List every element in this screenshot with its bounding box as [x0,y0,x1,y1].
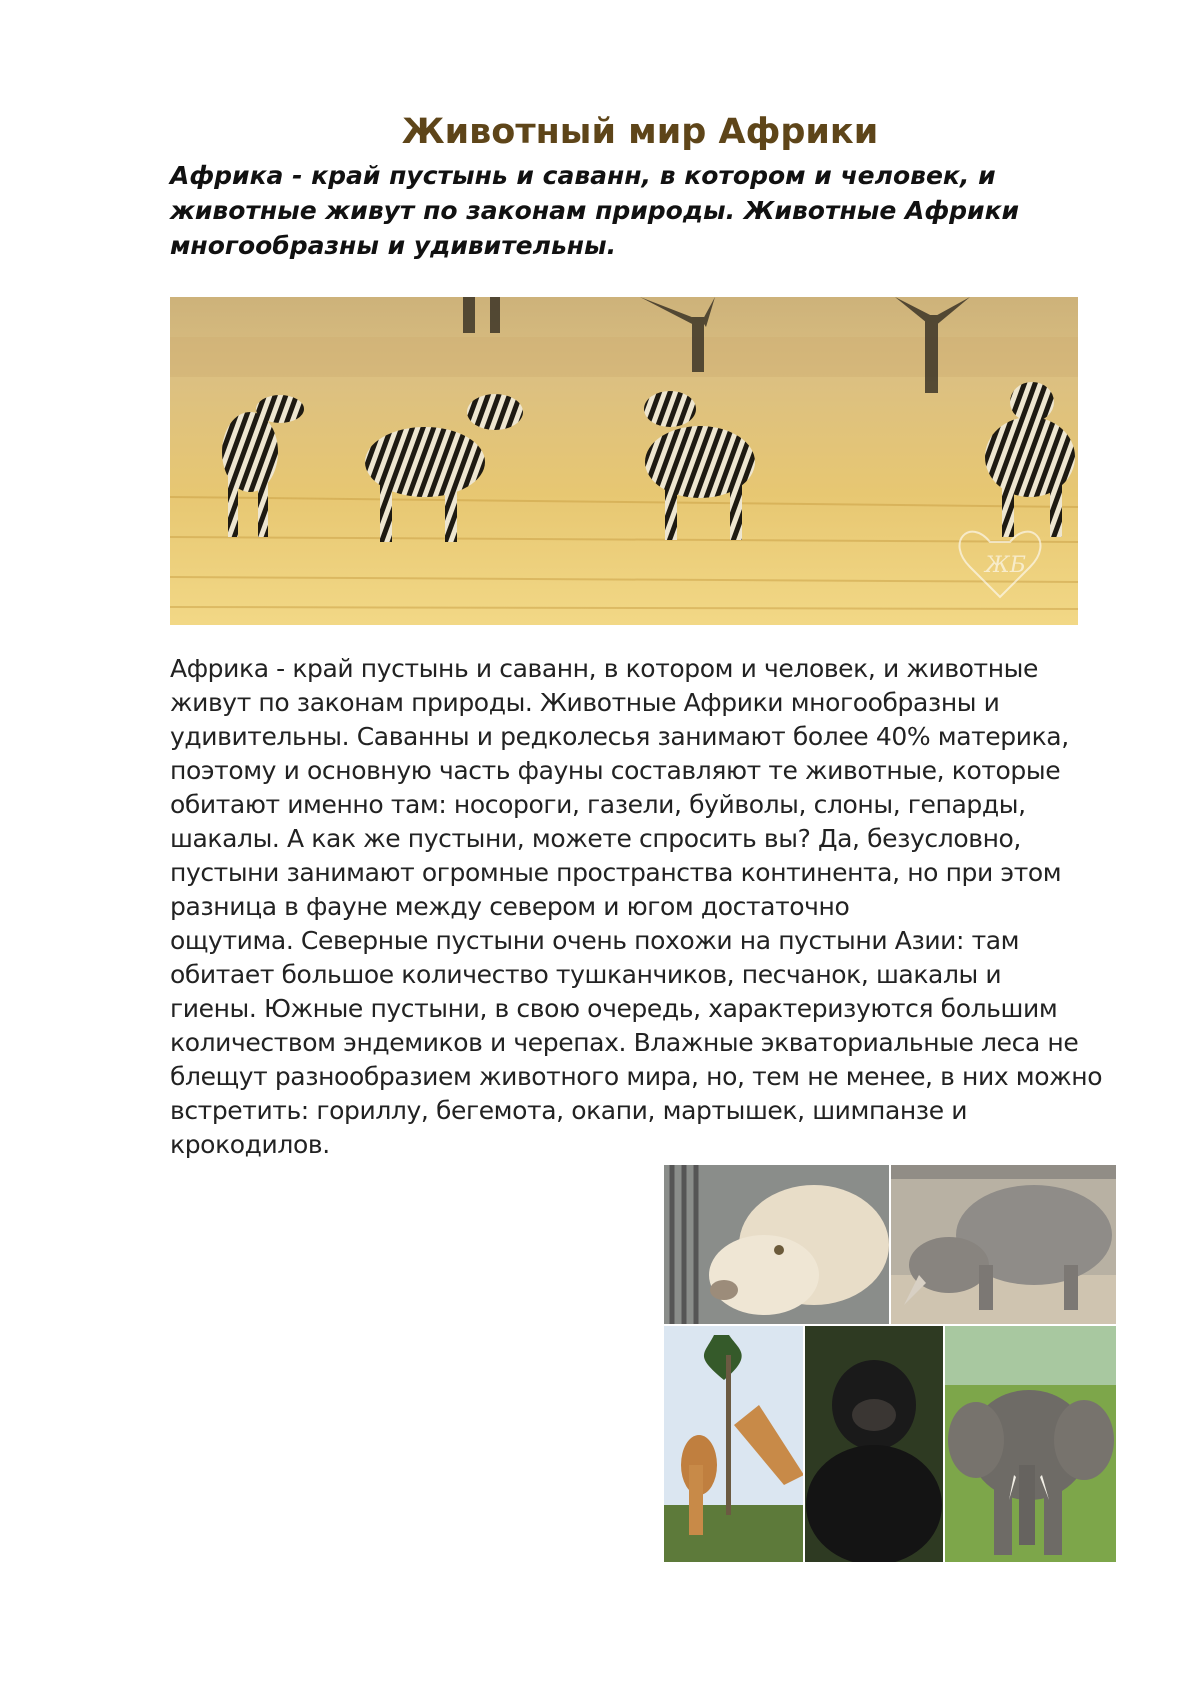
body-text [170,652,1130,1162]
body-line: Африка - край пустынь и саванн, в котором и человек, и животные [170,654,1038,683]
subtitle-line: Африка - край пустынь и саванн, в котором и человек, и [170,161,996,190]
animals-collage [664,1165,1116,1562]
zebra-savanna-photo [170,297,1078,625]
body-line: гиены. Южные пустыни, в свою очередь, характеризуются большим [170,994,1058,1023]
giraffe-photo [664,1325,804,1562]
body-line: ощутима. Северные пустыни очень похожи на пустыни Азии: там [170,926,1020,955]
svg-text:ЖБ: ЖБ [985,553,1026,578]
gorilla-photo [804,1325,944,1562]
body-line: обитают именно там: носороги, газели, буйволы, слоны, гепарды, [170,790,1026,819]
body-line: живут по законам природы. Животные Африки многообразны и [170,688,1000,717]
body-line: обитает большое количество тушканчиков, песчанок, шакалы и [170,960,1002,989]
body-line: удивительны. Саванны и редколесья занимают более 40% материка, [170,722,1069,751]
body-line: блещут разнообразием животного мира, но, тем не менее, в них можно [170,1062,1103,1091]
lion-photo [664,1165,890,1325]
body-line: встретить: гориллу, бегемота, окапи, мартышек, шимпанзе и [170,1096,968,1125]
subtitle-line: многообразны и удивительны. [170,231,617,260]
body-line: количеством эндемиков и черепах. Влажные экваториальные леса не [170,1028,1079,1057]
elephant-photo [944,1325,1116,1562]
body-line: разница в фауне между севером и югом достаточно [170,892,850,921]
body-line: шакалы. А как же пустыни, можете спросить вы? Да, безусловно, [170,824,1021,853]
body-line: поэтому и основную часть фауны составляют те животные, которые [170,756,1061,785]
body-line: крокодилов. [170,1130,330,1159]
subtitle-line: животные живут по законам природы. Животные Африки [170,196,1020,225]
body-line: пустыни занимают огромные пространства континента, но при этом [170,858,1062,887]
subtitle [170,158,1090,263]
page-title: Животный мир Африки [401,112,879,152]
rhino-photo [890,1165,1116,1325]
